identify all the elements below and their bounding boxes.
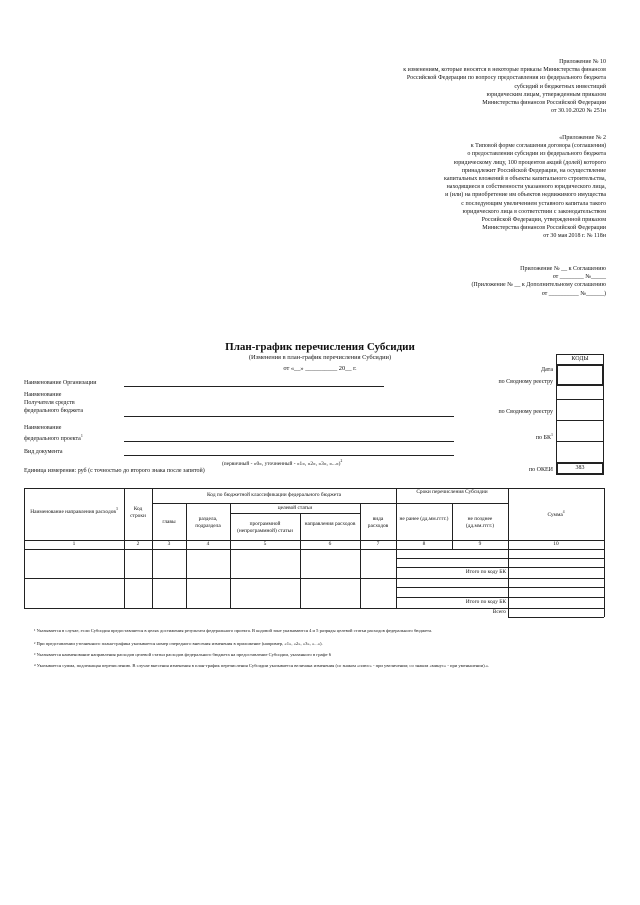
total-bk-2: Итого по коду БК <box>465 599 506 605</box>
appendix-10-header <box>300 58 606 115</box>
fed-project-line-2-text: федерального проекта <box>24 436 81 443</box>
code-cell-okei <box>556 462 604 475</box>
label-org-name: Наименование Организации <box>24 380 97 386</box>
label-doc-type: Вид документа <box>24 449 63 455</box>
th-sum: Сумма$^4$ <box>547 510 565 518</box>
col-num: 5 <box>263 541 267 547</box>
org-name-line <box>124 386 384 387</box>
recipient-line <box>124 416 454 417</box>
th-direction-text: Наименование направления расходов <box>30 508 116 515</box>
label-registry-2: по Сводному реестру <box>498 409 553 415</box>
agreement-line: Приложение № __ к Соглашению <box>520 266 606 272</box>
th-terms: Сроки перечисления Субсидии <box>416 489 488 495</box>
fed-project-line-1: Наименование <box>24 425 62 431</box>
label-bk-text: по БК <box>535 435 551 441</box>
appendix-10-line: юридическим лицам, утвержденным приказом <box>486 91 606 98</box>
col-num: 6 <box>328 541 332 547</box>
th-exptype: вида расходов <box>367 516 389 529</box>
code-cell-registry-org[interactable] <box>556 385 604 400</box>
appendix-2-line: юридического лица в соответствии с законодательством <box>462 208 606 215</box>
code-cell-bk[interactable] <box>556 420 604 442</box>
col-num: 7 <box>376 541 380 547</box>
agreement-line: от __________ №______) <box>541 290 606 297</box>
agreement-line: от ________ №_____ <box>552 274 606 281</box>
total-bk-1: Итого по коду БК <box>465 569 506 575</box>
appendix-2-line: о предоставлении субсидии из федерального бюджета <box>467 151 606 158</box>
appendix-2-line: капитальных вложений в объекты капитального строительства, <box>444 176 606 183</box>
col-num: 4 <box>206 541 210 547</box>
agreement-reference <box>400 265 606 298</box>
label-registry-1: по Сводному реестру <box>498 379 553 385</box>
th-expdir: направления расходов <box>304 521 356 527</box>
fed-project-line-2: федерального проекта$^1$ <box>24 433 83 443</box>
footnote-3: ³ Указывается наименование направления расходов целевой статьи расходов федерального бюджета на предоставление Субсидии, указанного в графе 6 <box>34 652 331 657</box>
th-sum-text: Сумма <box>547 511 563 518</box>
fed-project-line <box>124 441 454 442</box>
appendix-2-line: «Приложение № 2 <box>559 135 606 141</box>
appendix-2-header <box>360 134 606 241</box>
doc-type-hint: (первичный - «0», уточненный - «1», «2», «3», «...»)$^2$ <box>222 459 343 467</box>
recipient-line-1: Наименование <box>24 392 62 398</box>
footnote-4: ⁴ Указывается сумма, подлежащая перечислению. В случае внесения изменения в план-график перечисления Субсидии указывается величина изменения (со знаком «плюс» - при увеличении; со знаком «минус» - при уменьшении).». <box>34 663 490 668</box>
appendix-10-line: Российской Федерации по вопросу предоставления из федерального бюджета <box>406 75 606 82</box>
col-num: 10 <box>553 541 559 547</box>
col-num: 8 <box>422 541 426 547</box>
form-date-line: от «__» __________ 20__ г. <box>283 365 357 372</box>
appendix-2-line: с последующим увеличением уставного капитала такого <box>461 200 606 207</box>
th-program: программной (непрограммной) статьи <box>237 521 293 534</box>
code-cell-doc[interactable] <box>556 441 604 463</box>
appendix-2-line: от 30 мая 2018 г. № 118н <box>543 233 606 240</box>
col-num: 9 <box>478 541 482 547</box>
agreement-line: (Приложение № __ к Дополнительному соглашению <box>471 282 606 289</box>
footnote-1: ¹ Указывается в случае, если Субсидия предоставляется в целях достижения результата федерального проекта. В кодовой зоне указываются 4 и 5 разряды целевой статьи расходов федерального бюджета. <box>34 628 433 633</box>
appendix-2-line: Министерства финансов Российской Федерации <box>482 225 606 232</box>
total-all: Всего <box>492 609 506 615</box>
th-code: Код строки <box>130 506 146 519</box>
label-recipient <box>24 391 134 416</box>
col-num: 1 <box>72 541 76 547</box>
label-okei: по ОКЕИ <box>528 467 553 473</box>
appendix-2-line: принадлежит Российской Федерации, на осуществление <box>461 167 606 174</box>
th-chapter: главы <box>162 519 176 525</box>
appendix-2-line: и (или) на приобретение им объектов недвижимого имущества <box>445 192 606 199</box>
recipient-line-3: федерального бюджета <box>24 408 84 415</box>
label-date: Дата <box>541 367 553 373</box>
col-num: 3 <box>167 541 171 547</box>
appendix-10-line: к изменениям, которые вносятся в некоторые приказы Министерства финансов <box>403 67 606 74</box>
form-subtitle: (Изменения в план-график перечисления Субсидии) <box>248 354 392 361</box>
code-cell-date[interactable] <box>556 364 604 386</box>
th-section: раздела, подраздела <box>195 516 221 529</box>
appendix-2-line: находящиеся в собственности указанного юридического лица, <box>446 184 606 191</box>
appendix-10-line: субсидий и бюджетных инвестиций <box>514 83 606 90</box>
appendix-10-line: Приложение № 10 <box>559 59 606 65</box>
th-notlater: не позднее (дд.мм.гггг.) <box>465 516 495 529</box>
okei-code: 383 <box>575 465 585 471</box>
appendix-10-line: Министерства финансов Российской Федерации <box>482 100 606 107</box>
doc-type-line <box>124 455 454 456</box>
label-bk: по $БК^1$ <box>535 432 553 441</box>
appendix-2-line: юридическому лицу, 100 процентов акций (долей) которого <box>453 159 606 166</box>
appendix-2-line: к Типовой форме соглашения договора (соглашения) <box>470 143 606 150</box>
label-fed-project <box>24 424 134 443</box>
appendix-10-line: от 30.10.2020 № 251н <box>551 108 606 115</box>
appendix-2-line: Российской Федерации, утвержденной приказом <box>481 217 606 224</box>
th-bk: Код по бюджетной классификации федерального бюджета <box>206 492 342 498</box>
code-cell-registry-recipient[interactable] <box>556 399 604 421</box>
footnote-2: ² При представлении уточненного плана-графика указывается номер очередного внесения изменения в приложение (например, «1», «2», «3», «...»). <box>34 641 323 646</box>
recipient-line-2: Получателя средств <box>24 400 75 407</box>
form-title: План-график перечисления Субсидии <box>225 341 415 353</box>
doc-type-hint-text: (первичный - «0», уточненный - «1», «2», «3», «...») <box>222 460 341 467</box>
unit-label: Единица измерения: руб (с точностью до второго знака после запятой) <box>24 468 205 474</box>
col-num: 2 <box>136 541 140 547</box>
th-notbefore: не ранее (дд.мм.гггг.) <box>399 516 449 522</box>
th-target: целевой статьи <box>277 505 313 511</box>
th-direction: Наименование направления расходов$^3$ <box>30 507 118 515</box>
codes-header-label: КОДЫ <box>571 356 589 362</box>
